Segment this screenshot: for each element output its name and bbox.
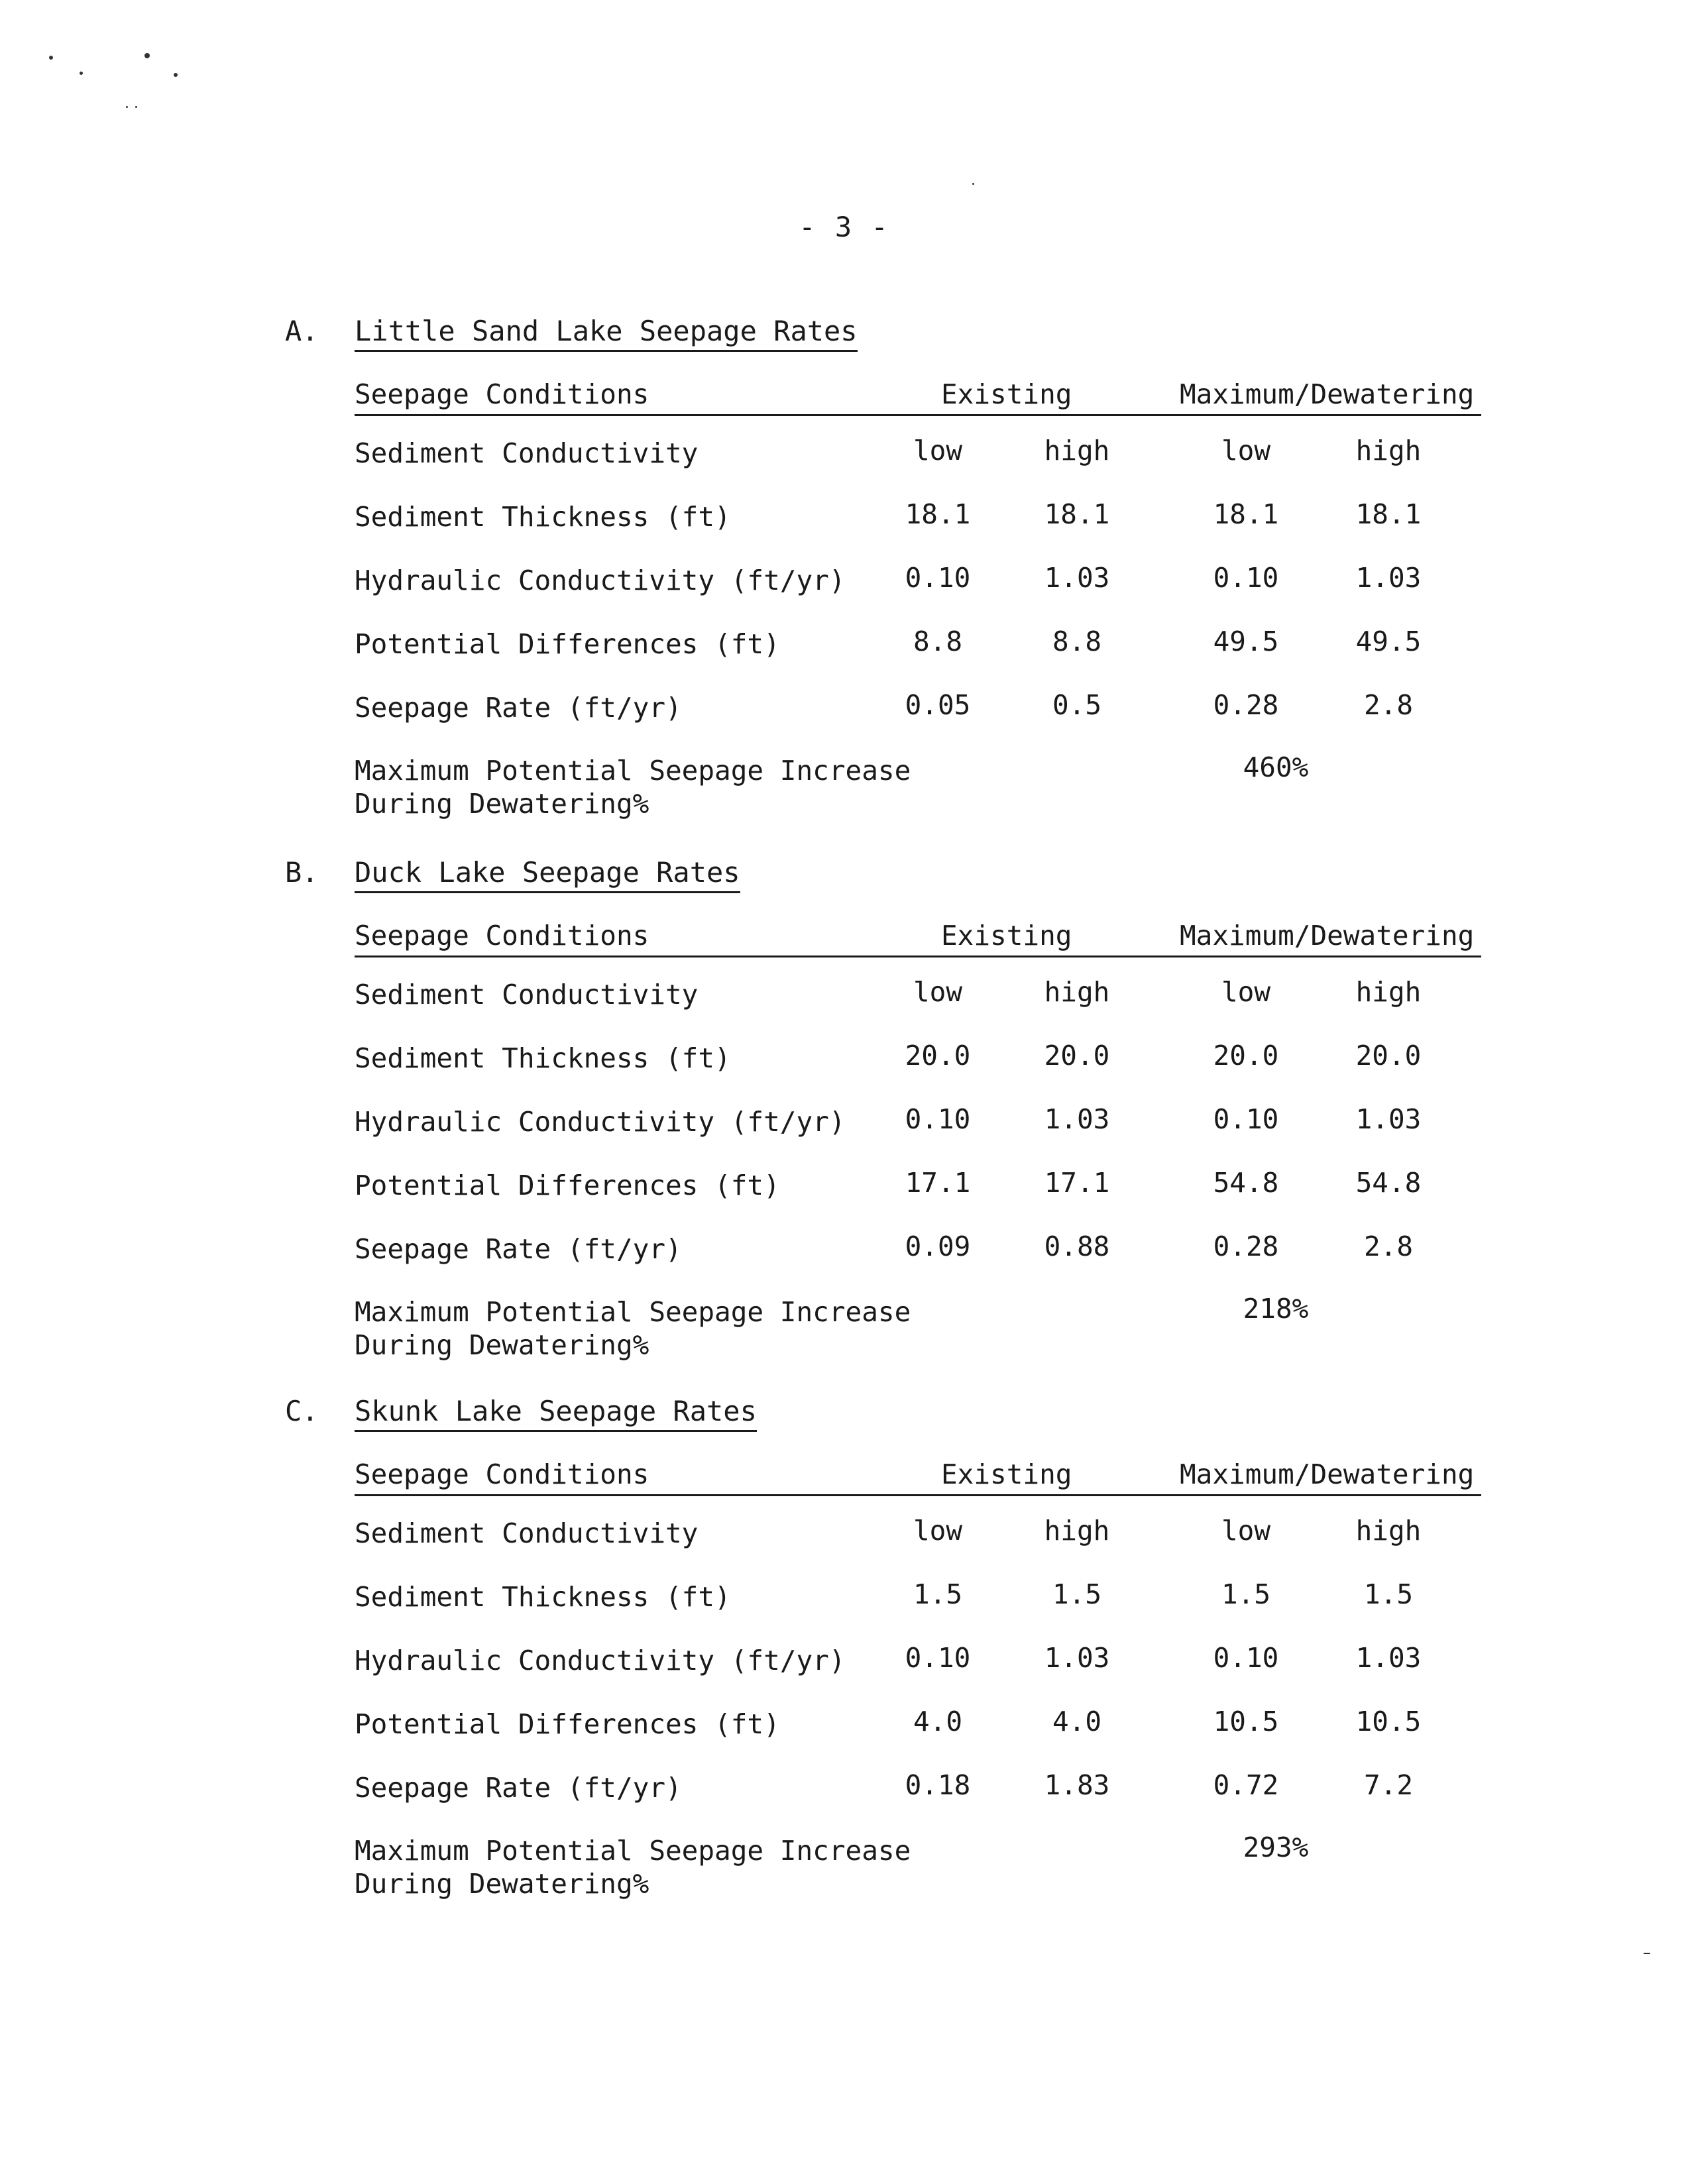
max-high-value: 20.0: [1355, 1040, 1422, 1071]
row-label: Hydraulic Conductivity (ft/yr): [355, 1106, 846, 1138]
scan-speck: [126, 106, 128, 108]
existing-high-value: high: [1044, 435, 1110, 466]
max-low-value: 0.72: [1213, 1769, 1279, 1801]
row-label: Hydraulic Conductivity (ft/yr): [355, 565, 846, 596]
existing-high-value: 8.8: [1052, 626, 1102, 657]
max-low-value: low: [1221, 1515, 1271, 1547]
row-label: Potential Differences (ft): [355, 1708, 780, 1740]
existing-low-value: 0.18: [905, 1769, 971, 1801]
seepage-increase-label-line1: Maximum Potential Seepage Increase: [355, 1296, 911, 1328]
header-maximum-dewatering: Maximum/Dewatering: [1180, 378, 1475, 410]
row-label: Seepage Rate (ft/yr): [355, 1233, 682, 1265]
max-high-value: 1.03: [1355, 562, 1422, 594]
seepage-increase-label: [355, 1295, 911, 1362]
existing-low-value: 8.8: [913, 626, 963, 657]
existing-low-value: 4.0: [913, 1706, 963, 1737]
table-row: [355, 543, 1481, 607]
seepage-increase-label-line2: During Dewatering%: [355, 788, 649, 820]
table-row: [355, 1623, 1481, 1687]
max-high-value: 18.1: [1355, 498, 1422, 530]
existing-low-value: 20.0: [905, 1040, 971, 1071]
table-row: [355, 607, 1481, 671]
existing-high-value: 0.88: [1044, 1230, 1110, 1262]
existing-low-value: 17.1: [905, 1167, 971, 1199]
existing-low-value: 1.5: [913, 1578, 963, 1610]
header-maximum-dewatering: Maximum/Dewatering: [1180, 920, 1475, 952]
row-label: Sediment Thickness (ft): [355, 1581, 731, 1613]
max-low-value: 0.10: [1213, 1103, 1279, 1135]
max-low-value: 20.0: [1213, 1040, 1279, 1071]
table-row: [355, 1085, 1481, 1148]
max-high-value: 1.03: [1355, 1103, 1422, 1135]
existing-high-value: 1.5: [1052, 1578, 1102, 1610]
max-low-value: 1.5: [1221, 1578, 1271, 1610]
existing-high-value: 1.03: [1044, 562, 1110, 594]
section-letter: B.: [285, 856, 319, 889]
table-row: [355, 957, 1481, 1021]
seepage-increase-value: 293%: [1243, 1831, 1309, 1863]
scan-speck: [80, 72, 83, 75]
table-row: [355, 1212, 1481, 1276]
max-low-value: 0.28: [1213, 1230, 1279, 1262]
max-high-value: high: [1355, 1515, 1422, 1547]
section-title: Duck Lake Seepage Rates: [355, 856, 740, 893]
seepage-increase-row: [355, 1276, 1481, 1361]
max-high-value: high: [1355, 435, 1422, 466]
max-low-value: low: [1221, 976, 1271, 1008]
table-header: [355, 1454, 1481, 1496]
header-existing: Existing: [941, 378, 1072, 410]
row-label: Seepage Rate (ft/yr): [355, 692, 682, 724]
existing-low-value: low: [913, 435, 963, 466]
max-high-value: 10.5: [1355, 1706, 1422, 1737]
row-label: Sediment Thickness (ft): [355, 501, 731, 533]
row-label: Hydraulic Conductivity (ft/yr): [355, 1645, 846, 1676]
table-row: [355, 1751, 1481, 1814]
existing-high-value: 1.03: [1044, 1642, 1110, 1674]
existing-low-value: 0.10: [905, 1103, 971, 1135]
existing-high-value: 0.5: [1052, 689, 1102, 721]
seepage-increase-row: [355, 1814, 1481, 1900]
existing-low-value: low: [913, 1515, 963, 1547]
max-high-value: 2.8: [1363, 689, 1414, 721]
seepage-increase-label-line2: During Dewatering%: [355, 1868, 649, 1900]
table-row: [355, 1560, 1481, 1623]
table-header: [355, 374, 1481, 416]
scan-speck: [174, 73, 178, 77]
header-seepage-conditions: Seepage Conditions: [355, 378, 649, 410]
seepage-table: [355, 374, 1481, 820]
max-high-value: 49.5: [1355, 626, 1422, 657]
table-row: [355, 1148, 1481, 1212]
row-label: Sediment Thickness (ft): [355, 1042, 731, 1074]
existing-low-value: 18.1: [905, 498, 971, 530]
seepage-increase-value: 218%: [1243, 1293, 1309, 1325]
max-low-value: 10.5: [1213, 1706, 1279, 1737]
max-low-value: 49.5: [1213, 626, 1279, 657]
header-maximum-dewatering: Maximum/Dewatering: [1180, 1458, 1475, 1490]
row-label: Sediment Conductivity: [355, 979, 699, 1010]
section-title: Little Sand Lake Seepage Rates: [355, 315, 858, 352]
header-seepage-conditions: Seepage Conditions: [355, 1458, 649, 1490]
seepage-increase-row: [355, 734, 1481, 820]
row-label: Potential Differences (ft): [355, 628, 780, 660]
table-header: [355, 916, 1481, 957]
seepage-table: [355, 1454, 1481, 1900]
page-number: - 3 -: [799, 211, 889, 243]
existing-low-value: 0.10: [905, 1642, 971, 1674]
existing-high-value: 18.1: [1044, 498, 1110, 530]
table-row: [355, 1687, 1481, 1751]
section-letter: A.: [285, 315, 319, 347]
existing-high-value: 1.83: [1044, 1769, 1110, 1801]
max-low-value: 54.8: [1213, 1167, 1279, 1199]
existing-low-value: 0.05: [905, 689, 971, 721]
max-low-value: 0.10: [1213, 562, 1279, 594]
table-row: [355, 416, 1481, 480]
max-low-value: 18.1: [1213, 498, 1279, 530]
section-letter: C.: [285, 1395, 319, 1427]
existing-high-value: high: [1044, 1515, 1110, 1547]
max-high-value: 7.2: [1363, 1769, 1414, 1801]
table-row: [355, 480, 1481, 543]
row-label: Seepage Rate (ft/yr): [355, 1772, 682, 1804]
max-high-value: 2.8: [1363, 1230, 1414, 1262]
row-label: Potential Differences (ft): [355, 1170, 780, 1201]
existing-high-value: 20.0: [1044, 1040, 1110, 1071]
max-high-value: 1.03: [1355, 1642, 1422, 1674]
existing-low-value: 0.09: [905, 1230, 971, 1262]
header-existing: Existing: [941, 920, 1072, 952]
scan-speck: [972, 183, 974, 185]
header-seepage-conditions: Seepage Conditions: [355, 920, 649, 952]
max-low-value: low: [1221, 435, 1271, 466]
max-high-value: 1.5: [1363, 1578, 1414, 1610]
existing-low-value: low: [913, 976, 963, 1008]
scan-speck: [135, 106, 137, 108]
table-row: [355, 1021, 1481, 1085]
seepage-increase-value: 460%: [1243, 751, 1309, 783]
table-row: [355, 671, 1481, 734]
seepage-increase-label: [355, 1834, 911, 1900]
existing-low-value: 0.10: [905, 562, 971, 594]
seepage-table: [355, 916, 1481, 1361]
table-row: [355, 1496, 1481, 1560]
max-high-value: 54.8: [1355, 1167, 1422, 1199]
scan-speck: [1644, 1953, 1650, 1954]
row-label: Sediment Conductivity: [355, 1517, 699, 1549]
section-title: Skunk Lake Seepage Rates: [355, 1395, 757, 1432]
scan-speck: [49, 56, 53, 60]
max-low-value: 0.10: [1213, 1642, 1279, 1674]
existing-high-value: 4.0: [1052, 1706, 1102, 1737]
max-low-value: 0.28: [1213, 689, 1279, 721]
max-high-value: high: [1355, 976, 1422, 1008]
header-existing: Existing: [941, 1458, 1072, 1490]
seepage-increase-label-line2: During Dewatering%: [355, 1329, 649, 1361]
existing-high-value: 17.1: [1044, 1167, 1110, 1199]
seepage-increase-label-line1: Maximum Potential Seepage Increase: [355, 1835, 911, 1867]
existing-high-value: 1.03: [1044, 1103, 1110, 1135]
seepage-increase-label-line1: Maximum Potential Seepage Increase: [355, 755, 911, 787]
scan-speck: [144, 53, 150, 58]
seepage-increase-label: [355, 754, 911, 820]
row-label: Sediment Conductivity: [355, 437, 699, 469]
existing-high-value: high: [1044, 976, 1110, 1008]
